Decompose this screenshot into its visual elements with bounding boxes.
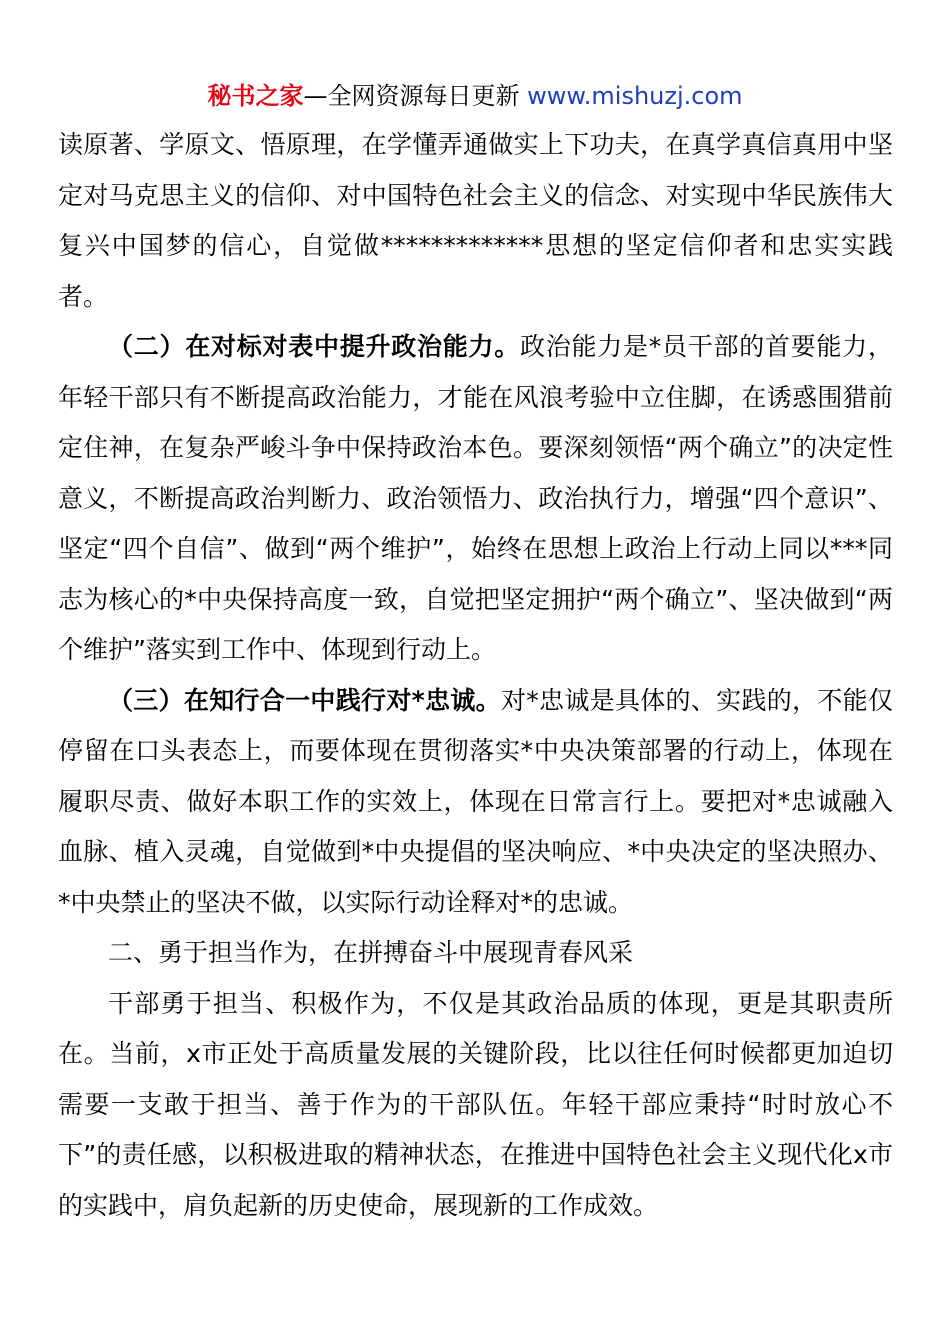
paragraph-loyalty xyxy=(58,676,893,929)
paragraph-text: 干部勇于担当、积极作为，不仅是其政治品质的体现，更是其职责所在。当前，x市正处于高质量发展的关键阶段，比以往任何时候都更加迫切需要一支敢于担当、善于作为的干部队伍。年轻干部应秉持“时时放心不下”的责任感，以积极进取的精神状态，在推进中国特色社会主义现代化x市的实践中，肩负起新的历史使命，展现新的工作成效。 xyxy=(58,988,893,1220)
paragraph-continuation xyxy=(58,120,893,322)
paragraph-responsibility xyxy=(58,979,893,1232)
paragraph-text: 读原著、学原文、悟原理，在学懂弄通做实上下功夫，在真学真信真用中坚定对马克思主义的信仰、对中国特色社会主义的信念、对实现中华民族伟大复兴中国梦的信心，自觉做*************思想的坚定信仰者和忠实实践者。 xyxy=(58,130,893,311)
chapter-heading-two xyxy=(58,928,893,979)
site-header xyxy=(0,80,950,112)
section-heading-3: （三）在知行合一中践行对*忠诚。 xyxy=(108,685,501,715)
section-heading-2: （二）在对标对表中提升政治能力。 xyxy=(108,332,520,361)
paragraph-political-ability xyxy=(58,322,893,676)
site-slogan: —全网资源每日更新 xyxy=(303,82,528,110)
paragraph-text: 政治能力是*员干部的首要能力，年轻干部只有不断提高政治能力，才能在风浪考验中立住脚，在诱惑围猎前定住神，在复杂严峻斗争中保持政治本色。要深刻领悟“两个确立”的决定性意义，不断提高政治判断力、政治领悟力、政治执行力，增强“四个意识”、坚定“四个自信”、做到“两个维护”，始终在思想上政治上行动上同以***同志为核心的*中央保持高度一致，自觉把坚定拥护“两个确立”、坚决做到“两个维护”落实到工作中、体现到行动上。 xyxy=(58,332,893,664)
chapter-heading-text: 二、勇于担当作为，在拼搏奋斗中展现青春风采 xyxy=(108,938,634,967)
paragraph-text: 对*忠诚是具体的、实践的，不能仅停留在口头表态上，而要体现在贯彻落实*中央决策部署的行动上，体现在履职尽责、做好本职工作的实效上，体现在日常言行上。要把对*忠诚融入血脉、植入灵魂，自觉做到*中央提倡的坚决响应、*中央决定的坚决照办、*中央禁止的坚决不做，以实际行动诠释对*的忠诚。 xyxy=(58,685,893,917)
document-body xyxy=(58,120,893,1231)
site-url[interactable]: www.mishuzj.com xyxy=(527,82,743,110)
site-brand: 秘书之家 xyxy=(207,82,304,110)
